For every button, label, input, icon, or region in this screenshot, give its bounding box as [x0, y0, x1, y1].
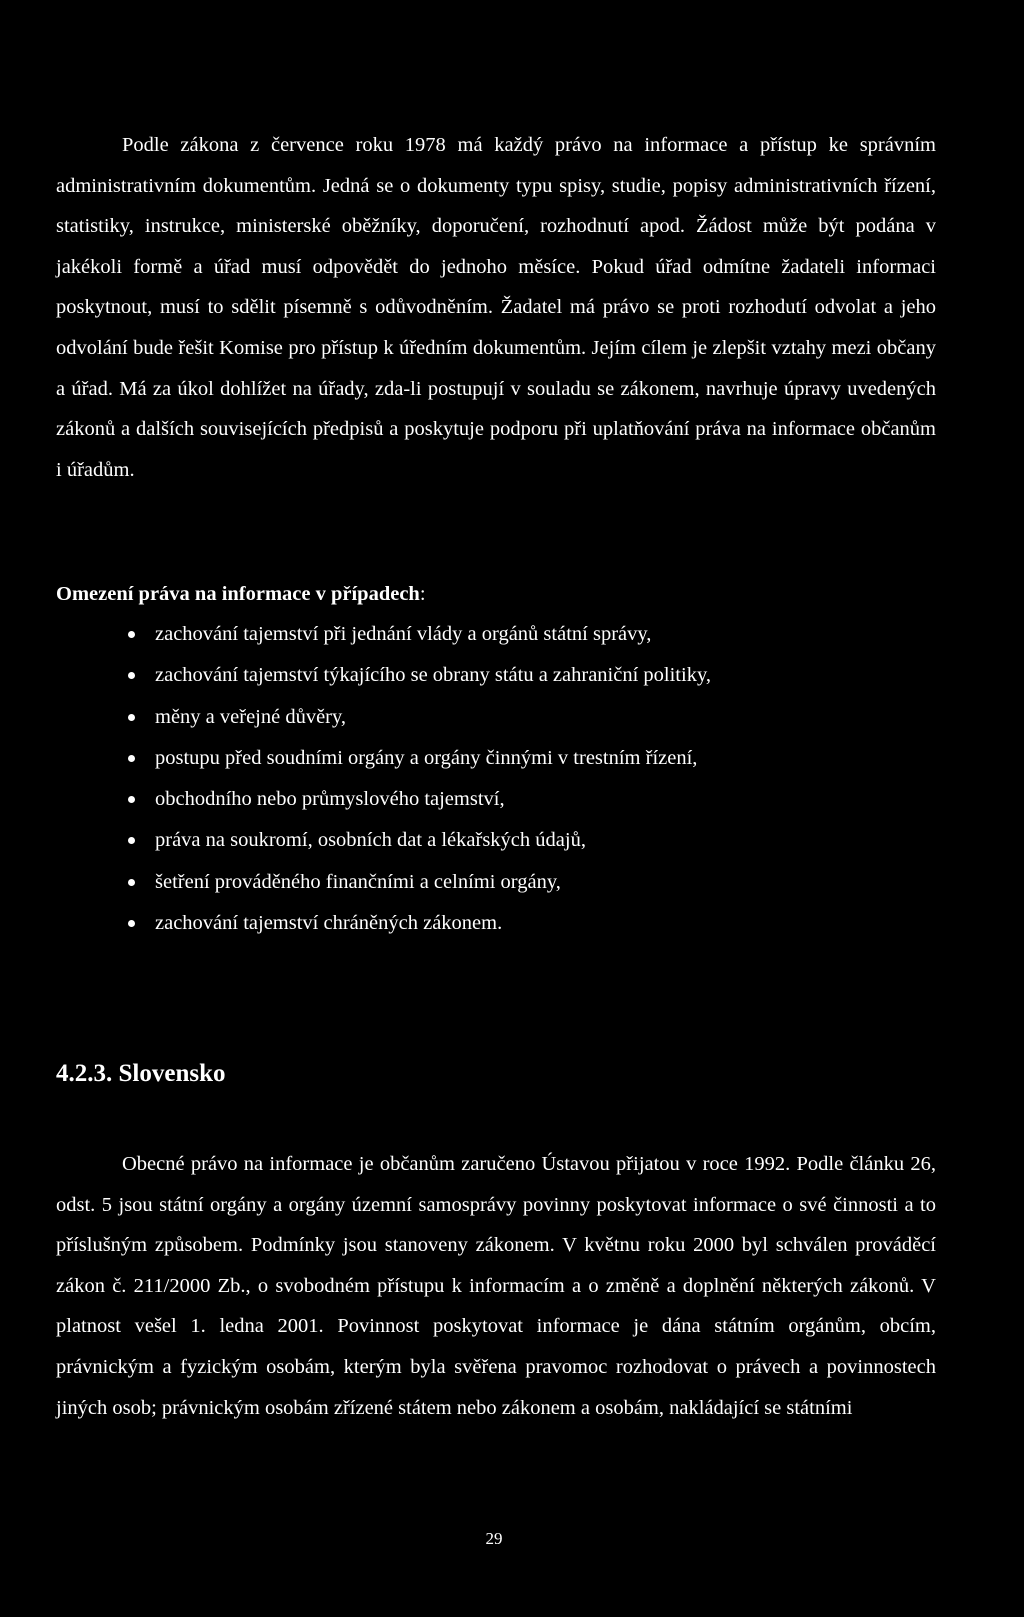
restrictions-heading — [56, 574, 426, 614]
list-item — [56, 614, 936, 655]
bullet-icon — [128, 796, 135, 803]
restrictions-heading-colon: : — [419, 583, 426, 605]
list-item-text: měny a veřejné důvěry, — [155, 705, 347, 728]
list-item-text: obchodního nebo průmyslového tajemství, — [155, 788, 505, 811]
list-item — [56, 862, 936, 903]
list-item — [56, 903, 936, 944]
list-item-text: zachování tajemství týkajícího se obrany státu a zahraniční politiky, — [155, 664, 711, 687]
bullet-icon — [128, 879, 135, 886]
paragraph-france-access-law: Podle zákona z července roku 1978 má každý právo na informace a přístup ke správním administrativním dokumentům. Jedná se o dokumenty typu spisy, studie, popisy administrativních řízení, statistiky, instrukce, ministerské oběžníky, doporučení, rozhodnutí apod. Žádost může být podána v jakékoli formě a úřad musí odpovědět do jednoho měsíce. Pokud úřad odmítne žadateli informaci poskytnout, musí to sdělit písemně s odůvodněním. Žadatel má právo se proti rozhodutí odvolat a jeho odvolání bude řešit Komise pro přístup k úředním dokumentům. Jejím cílem je zlepšit vztahy mezi občany a úřad. Má za úkol dohlížet na úřady, zda-li postupují v souladu se zákonem, navrhuje úpravy uvedených zákonů a dalších souvisejících předpisů a poskytuje podporu při uplatňování práva na informace občanům i úřadům. — [56, 134, 936, 481]
list-item — [56, 820, 936, 861]
list-item-text: zachování tajemství chráněných zákonem. — [155, 912, 503, 935]
restrictions-heading-text: Omezení práva na informace v případech — [56, 583, 420, 605]
restrictions-list — [56, 614, 936, 944]
list-item-text: zachování tajemství při jednání vlády a orgánů státní správy, — [155, 623, 652, 645]
bullet-icon — [128, 920, 135, 927]
list-item — [56, 779, 936, 820]
list-item — [56, 697, 936, 738]
bullet-icon — [128, 837, 135, 844]
list-item-text: postupu před soudními orgány a orgány činnými v trestním řízení, — [155, 746, 698, 769]
section-heading-slovensko: 4.2.3. Slovensko — [56, 1060, 226, 1087]
list-item — [56, 655, 936, 696]
list-item-text: práva na soukromí, osobních dat a lékařských údajů, — [155, 829, 586, 852]
page-number: 29 — [485, 1529, 503, 1548]
bullet-icon — [128, 672, 135, 679]
list-item — [56, 738, 936, 779]
bullet-icon — [128, 714, 135, 721]
bullet-icon — [128, 755, 135, 762]
bullet-icon — [128, 631, 135, 638]
paragraph-slovakia-access-law: Obecné právo na informace je občanům zaručeno Ústavou přijatou v roce 1992. Podle článku 26, odst. 5 jsou státní orgány a orgány územní samosprávy povinny poskytovat informace o své činnosti a to příslušným způsobem. Podmínky jsou stanoveny zákonem. V květnu roku 2000 byl schválen prováděcí zákon č. 211/2000 Zb., o svobodném přístupu k informacím a o změně a doplnění některých zákonů. V platnost vešel 1. ledna 2001. Povinnost poskytovat informace je dána státním orgánům, obcím, právnickým a fyzickým osobám, kterým byla svěřena pravomoc rozhodovat o právech a povinnostech jiných osob; právnickým osobám zřízené státem nebo zákonem a osobám, nakládající se státními — [56, 1153, 936, 1419]
list-item-text: šetření prováděného finančními a celními orgány, — [155, 870, 561, 893]
